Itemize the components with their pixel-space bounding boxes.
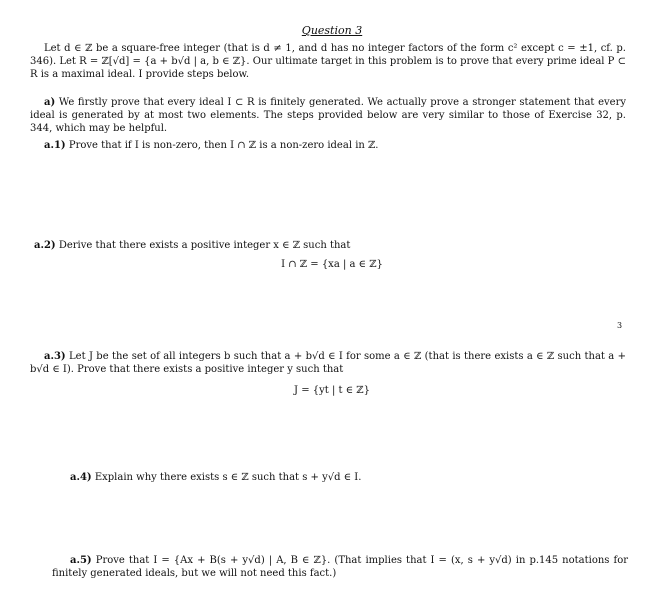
a3-text: Let J be the set of all integers b such that a + b√d ∈ I for some a ∈ ℤ (that is there exists a ∈ ℤ such that a + b√d ∈ I). Prove that there exists a positive integer y such that — [30, 351, 626, 375]
part-a1 — [44, 139, 624, 152]
a3-label: a.3) — [44, 351, 66, 362]
part-a2 — [34, 239, 624, 252]
a4-label: a.4) — [70, 472, 92, 483]
part-a3 — [30, 350, 626, 376]
part-a-label: a) — [44, 97, 56, 108]
part-a4 — [70, 471, 630, 484]
a2-label: a.2) — [34, 240, 56, 251]
page-mark: 3 — [617, 321, 623, 330]
a4-text: Explain why there exists s ∈ ℤ such that s + y√d ∈ I. — [94, 472, 362, 483]
part-a-text: We firstly prove that every ideal I ⊂ R is finitely generated. We actually prove a stronger statement that every ideal is generated by at most two elements. The steps provided below are very similar to those of Exercise 32, p. 344, which may be helpful. — [30, 97, 626, 134]
a5-label: a.5) — [70, 555, 92, 566]
a1-label: a.1) — [44, 140, 66, 151]
a2-text: Derive that there exists a positive integer x ∈ ℤ such that — [58, 240, 351, 251]
intro-paragraph: Let d ∈ ℤ be a square-free integer (that is d ≠ 1, and d has no integer factors of the form c² except c = ±1, cf. p. 346). Let R = ℤ[√d] = {a + b√d | a, b ∈ ℤ}. Our ultimate target in this problem is to prove that every prime ideal P ⊂ R is a maximal ideal. I provide steps below. — [30, 43, 626, 80]
a5-text: Prove that I = {Ax + B(s + y√d) | A, B ∈ ℤ}. (That implies that I = (x, s + y√d) in p.145 notations for finitely generated ideals, but we will not need this fact.) — [52, 555, 628, 579]
a2-formula: I ∩ ℤ = {xa | a ∈ ℤ} — [281, 259, 383, 270]
a3-formula: J = {yt | t ∈ ℤ} — [294, 385, 370, 396]
part-a — [30, 96, 626, 135]
a1-text: Prove that if I is non-zero, then I ∩ ℤ is a non-zero ideal in ℤ. — [68, 140, 379, 151]
part-a5 — [52, 554, 628, 580]
question-title: Question 3 — [301, 24, 363, 37]
